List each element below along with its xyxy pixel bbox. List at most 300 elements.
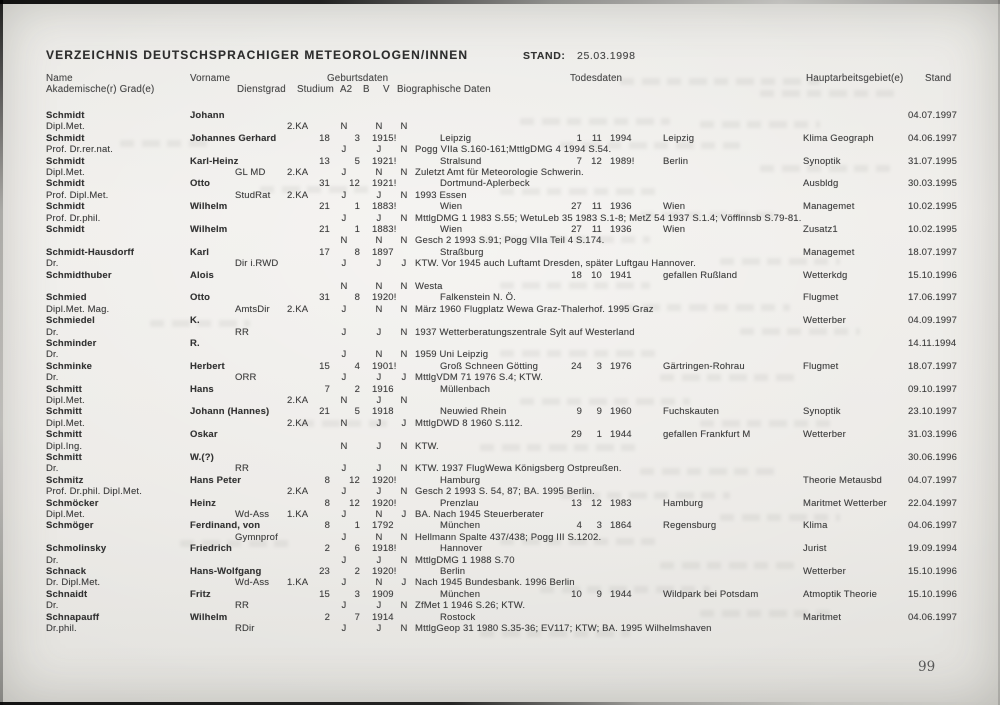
death-day: 27 <box>571 224 582 235</box>
entry-name: Schmidthuber <box>46 269 112 281</box>
dienstgrad: RR <box>235 326 250 338</box>
entry-name: Schnaidt <box>46 588 88 600</box>
flag-a2: J <box>341 349 347 361</box>
entry-stand-date: 23.10.1997 <box>908 406 958 418</box>
flag-b: N <box>375 303 383 315</box>
entry-stand-date: 10.02.1995 <box>908 224 958 235</box>
birth-year: 1915! <box>372 132 397 144</box>
flag-a2: J <box>341 167 347 178</box>
birth-year: 1920! <box>372 497 397 509</box>
biographic-data: 1993 Essen <box>415 189 467 201</box>
flag-a2: J <box>341 509 347 520</box>
entry-stand-date: 30.03.1995 <box>908 178 958 190</box>
birth-day: 2 <box>324 543 330 555</box>
biographic-data: Gesch 2 1993 S. 54, 87; BA. 1995 Berlin. <box>415 486 595 498</box>
death-year: 1944 <box>610 588 632 600</box>
birth-year: 1883! <box>372 224 397 235</box>
birth-month: 4 <box>354 360 360 372</box>
entry-stand-date: 15.10.1996 <box>908 566 958 577</box>
dienstgrad: ORR <box>235 372 257 384</box>
flag-v: N <box>400 623 408 634</box>
entry-stand-date: 09.10.1997 <box>908 383 958 395</box>
death-place: gefallen Rußland <box>663 269 738 281</box>
flag-b: N <box>375 509 383 520</box>
entry-stand-date: 18.07.1997 <box>908 360 958 372</box>
main-field: Wetterber <box>803 315 846 327</box>
entry-vorname: Wilhelm <box>190 611 228 623</box>
col-header-b: B <box>363 84 370 95</box>
birth-month: 7 <box>354 611 360 623</box>
death-place: Leipzig <box>663 132 695 144</box>
entry-stand-date: 04.06.1997 <box>908 132 958 144</box>
death-place: Gärtringen-Rohrau <box>663 360 745 372</box>
birth-year: 1916 <box>372 383 394 395</box>
page-number: 99 <box>918 659 936 675</box>
academic-grade: Dipl.Met. <box>46 417 85 429</box>
death-year: 1994 <box>610 132 632 144</box>
birth-month: 12 <box>349 474 360 486</box>
flag-v: J <box>401 372 407 384</box>
academic-grade: Dipl.Met. <box>46 395 85 406</box>
biographic-data: März 1960 Flugplatz Wewa Graz-Thalerhof. 1995 Graz <box>415 303 654 315</box>
death-year: 1936 <box>610 224 632 235</box>
main-field: Flugmet <box>803 292 839 304</box>
entry-stand-date: 31.07.1995 <box>908 155 958 167</box>
birth-year: 1920! <box>372 292 397 304</box>
entry-vorname: Wilhelm <box>190 201 228 213</box>
dienstgrad: Dir i.RWD <box>235 258 279 270</box>
academic-grade: Prof. Dr.phil. <box>46 212 101 224</box>
entry-name: Schminder <box>46 338 97 349</box>
main-field: Wetterber <box>803 566 846 577</box>
birth-year: 1918 <box>372 406 394 418</box>
biographic-data: MttlgGeop 31 1980 S.35-36; EV117; KTW; BA. 1995 Wilhelmshaven <box>415 623 712 634</box>
birth-day: 21 <box>319 224 330 235</box>
birth-place: Wien <box>440 201 463 213</box>
academic-grade: Dr. <box>46 463 59 475</box>
studium: 2.KA <box>287 303 309 315</box>
birth-month: 3 <box>354 588 360 600</box>
birth-month: 1 <box>354 520 360 532</box>
col-header-a2: A2 <box>340 84 353 95</box>
birth-month: 1 <box>354 224 360 235</box>
birth-day: 8 <box>324 474 330 486</box>
academic-grade: Dipl.Met. <box>46 167 85 178</box>
col-header-stand: Stand <box>925 73 952 84</box>
death-place: Wildpark bei Potsdam <box>663 588 759 600</box>
flag-v: N <box>400 326 408 338</box>
entry-vorname: Wilhelm <box>190 224 228 235</box>
flag-v: N <box>400 395 408 406</box>
birth-month: 6 <box>354 543 360 555</box>
entry-vorname: Hans Peter <box>190 474 242 486</box>
death-day: 24 <box>571 360 582 372</box>
academic-grade: Dipl.Met. Mag. <box>46 303 110 315</box>
main-field: Managemet <box>803 201 855 213</box>
flag-v: N <box>400 463 408 475</box>
birth-month: 12 <box>349 178 360 190</box>
death-month: 11 <box>591 224 602 235</box>
academic-grade: Prof. Dipl.Met. <box>46 189 109 201</box>
birth-month: 12 <box>349 497 360 509</box>
death-place: Fuchskauten <box>663 406 720 418</box>
flag-b: J <box>376 417 382 429</box>
dienstgrad: RR <box>235 600 250 612</box>
entry-vorname: Hans <box>190 383 214 395</box>
studium: 2.KA <box>287 486 309 498</box>
entry-vorname: Heinz <box>190 497 217 509</box>
flag-b: N <box>375 281 383 292</box>
birth-year: 1918! <box>372 543 397 555</box>
flag-a2: J <box>341 463 347 475</box>
biographic-data: Westa <box>415 281 443 292</box>
flag-a2: N <box>340 440 348 452</box>
death-year: 1976 <box>610 360 632 372</box>
flag-a2: J <box>341 189 347 201</box>
flag-b: J <box>376 463 382 475</box>
entry-name: Schmidt-Hausdorff <box>46 246 135 258</box>
studium: 2.KA <box>287 167 309 178</box>
academic-grade: Dr.phil. <box>46 623 77 634</box>
flag-a2: J <box>341 303 347 315</box>
flag-v: N <box>400 235 408 247</box>
birth-month: 8 <box>354 246 360 258</box>
flag-a2: J <box>341 554 347 566</box>
main-field: Klima <box>803 520 828 532</box>
biographic-data: MttlgVDM 71 1976 S.4; KTW. <box>415 372 543 384</box>
flag-b: J <box>376 440 382 452</box>
entry-name: Schmidt <box>46 132 85 144</box>
death-year: 1941 <box>610 269 632 281</box>
flag-a2: J <box>341 531 347 543</box>
col-header-dienstgrad: Dienstgrad <box>237 84 286 95</box>
dienstgrad: GL MD <box>235 167 266 178</box>
flag-b: J <box>376 372 382 384</box>
flag-b: N <box>375 121 383 133</box>
flag-v: N <box>400 121 408 133</box>
birth-day: 13 <box>319 155 330 167</box>
flag-v: N <box>400 440 408 452</box>
death-place: Hamburg <box>663 497 704 509</box>
page-title: VERZEICHNIS DEUTSCHSPRACHIGER METEOROLOGEN/INNEN <box>46 48 469 62</box>
flag-v: J <box>401 509 407 520</box>
death-place: gefallen Frankfurt M <box>663 429 751 441</box>
entry-vorname: Karl <box>190 246 210 258</box>
death-month: 3 <box>596 520 602 532</box>
birth-place: Prenzlau <box>440 497 479 509</box>
entry-vorname: Johann <box>190 110 225 121</box>
flag-a2: N <box>340 281 348 292</box>
entry-vorname: K. <box>190 315 200 327</box>
death-day: 27 <box>571 201 582 213</box>
birth-year: 1920! <box>372 566 397 577</box>
dienstgrad: Wd-Ass <box>235 577 270 589</box>
death-day: 1 <box>576 132 582 144</box>
flag-b: J <box>376 554 382 566</box>
col-header-studium: Studium <box>297 84 334 95</box>
entry-vorname: Ferdinand, von <box>190 520 261 532</box>
flag-a2: J <box>341 623 347 634</box>
entry-vorname: Alois <box>190 269 214 281</box>
entry-name: Schmidt <box>46 155 85 167</box>
flag-a2: N <box>340 395 348 406</box>
birth-day: 15 <box>319 360 330 372</box>
entry-name: Schmidt <box>46 224 85 235</box>
entry-vorname: Oskar <box>190 429 218 441</box>
biographic-data: Gesch 2 1993 S.91; Pogg VIIa Teil 4 S.174. <box>415 235 605 247</box>
col-header-biographische-daten: Biographische Daten <box>397 84 491 95</box>
flag-a2: N <box>340 417 348 429</box>
main-field: Jurist <box>803 543 827 555</box>
flag-b: J <box>376 212 382 224</box>
biographic-data: MttlgDMG 1 1988 S.70 <box>415 554 515 566</box>
dienstgrad: Wd-Ass <box>235 509 270 520</box>
death-year: 1960 <box>610 406 632 418</box>
birth-place: Groß Schneen Götting <box>440 360 539 372</box>
entry-name: Schmied <box>46 292 87 304</box>
birth-year: 1920! <box>372 474 397 486</box>
biographic-data: ZfMet 1 1946 S.26; KTW. <box>415 600 526 612</box>
flag-b: J <box>376 258 382 270</box>
flag-a2: N <box>340 121 348 133</box>
biographic-data: KTW. 1937 FlugWewa Königsberg Ostpreußen. <box>415 463 622 475</box>
studium: 2.KA <box>287 189 309 201</box>
flag-a2: J <box>341 326 347 338</box>
death-place: Wien <box>663 224 686 235</box>
flag-v: N <box>400 167 408 178</box>
flag-b: N <box>375 235 383 247</box>
academic-grade: Dr. <box>46 258 59 270</box>
birth-month: 1 <box>354 201 360 213</box>
birth-year: 1909 <box>372 588 394 600</box>
death-place: Wien <box>663 201 686 213</box>
birth-place: Leipzig <box>440 132 472 144</box>
main-field: Synoptik <box>803 155 841 167</box>
death-day: 13 <box>571 497 582 509</box>
entry-name: Schmidt <box>46 178 85 190</box>
flag-b: N <box>375 349 383 361</box>
main-field: Maritmet Wetterber <box>803 497 887 509</box>
entry-name: Schmitt <box>46 383 82 395</box>
birth-place: Neuwied Rhein <box>440 406 507 418</box>
dienstgrad: RR <box>235 463 250 475</box>
birth-day: 8 <box>324 520 330 532</box>
birth-place: Müllenbach <box>440 383 491 395</box>
death-year: 1944 <box>610 429 632 441</box>
entry-vorname: W.(?) <box>190 452 214 463</box>
birth-place: Hannover <box>440 543 483 555</box>
death-month: 9 <box>596 588 602 600</box>
stand-label: STAND: <box>523 50 566 62</box>
studium: 2.KA <box>287 417 309 429</box>
entry-stand-date: 04.07.1997 <box>908 110 958 121</box>
flag-v: J <box>401 577 407 589</box>
flag-b: J <box>376 600 382 612</box>
entry-stand-date: 18.07.1997 <box>908 246 958 258</box>
death-place: Regensburg <box>663 520 717 532</box>
entry-stand-date: 31.03.1996 <box>908 429 958 441</box>
entry-vorname: Karl-Heinz <box>190 155 239 167</box>
birth-year: 1921! <box>372 155 397 167</box>
biographic-data: KTW. <box>415 440 439 452</box>
flag-a2: J <box>341 600 347 612</box>
biographic-data: MttlgDWD 8 1960 S.112. <box>415 417 523 429</box>
entry-vorname: R. <box>190 338 200 349</box>
main-field: Managemet <box>803 246 855 258</box>
birth-year: 1883! <box>372 201 397 213</box>
birth-month: 5 <box>354 155 360 167</box>
birth-day: 31 <box>319 292 330 304</box>
death-month: 1 <box>596 429 602 441</box>
birth-day: 18 <box>319 132 330 144</box>
death-year: 1936 <box>610 201 632 213</box>
birth-day: 15 <box>319 588 330 600</box>
entry-stand-date: 10.02.1995 <box>908 201 958 213</box>
birth-place: Wien <box>440 224 463 235</box>
biographic-data: KTW. Vor 1945 auch Luftamt Dresden, später Luftgau Hannover. <box>415 258 696 270</box>
entry-name: Schmitt <box>46 406 82 418</box>
birth-year: 1921! <box>372 178 397 190</box>
birth-place: Stralsund <box>440 155 482 167</box>
entry-name: Schmolinsky <box>46 543 107 555</box>
death-day: 10 <box>571 588 582 600</box>
death-place: Berlin <box>663 155 689 167</box>
flag-b: J <box>376 395 382 406</box>
entry-stand-date: 15.10.1996 <box>908 588 958 600</box>
flag-v: N <box>400 554 408 566</box>
main-field: Zusatz1 <box>803 224 838 235</box>
birth-place: Hamburg <box>440 474 481 486</box>
death-month: 9 <box>596 406 602 418</box>
birth-month: 8 <box>354 292 360 304</box>
main-field: Wetterber <box>803 429 846 441</box>
flag-b: N <box>375 531 383 543</box>
entry-vorname: Hans-Wolfgang <box>190 566 262 577</box>
entry-name: Schmöcker <box>46 497 99 509</box>
death-year: 1983 <box>610 497 632 509</box>
main-field: Atmoptik Theorie <box>803 588 878 600</box>
flag-a2: J <box>341 372 347 384</box>
academic-grade: Dr. <box>46 326 59 338</box>
flag-v: N <box>400 212 408 224</box>
birth-day: 7 <box>324 383 330 395</box>
biographic-data: MttlgDMG 1 1983 S.55; WetuLeb 35 1983 S.1-8; MetZ 54 1937 S.1.4; Vöfflnnsb S.79-81. <box>415 212 802 224</box>
birth-day: 17 <box>319 246 330 258</box>
entry-vorname: Johannes Gerhard <box>190 132 277 144</box>
main-field: Theorie Metausbd <box>803 474 882 486</box>
birth-year: 1792 <box>372 520 394 532</box>
death-month: 3 <box>596 360 602 372</box>
entry-stand-date: 04.07.1997 <box>908 474 958 486</box>
entry-stand-date: 17.06.1997 <box>908 292 958 304</box>
birth-place: München <box>440 588 481 600</box>
entry-stand-date: 15.10.1996 <box>908 269 958 281</box>
birth-year: 1914 <box>372 611 394 623</box>
birth-day: 8 <box>324 497 330 509</box>
col-header-hauptarbeitsgebiet: Hauptarbeitsgebiet(e) <box>806 73 904 84</box>
death-day: 7 <box>576 155 582 167</box>
birth-place: München <box>440 520 481 532</box>
flag-a2: J <box>341 144 347 156</box>
academic-grade: Dipl.Met. <box>46 509 85 520</box>
academic-grade: Prof. Dr.rer.nat. <box>46 144 113 156</box>
birth-place: Dortmund-Aplerbeck <box>440 178 530 190</box>
entry-name: Schmitz <box>46 474 84 486</box>
academic-grade: Prof. Dr.phil. Dipl.Met. <box>46 486 142 498</box>
entry-name: Schnapauff <box>46 611 100 623</box>
birth-day: 2 <box>324 611 330 623</box>
birth-place: Falkenstein N. Ö. <box>440 292 516 304</box>
academic-grade: Dr. <box>46 600 59 612</box>
flag-a2: J <box>341 212 347 224</box>
col-header-geburtsdaten: Geburtsdaten <box>327 73 389 84</box>
flag-a2: N <box>340 235 348 247</box>
entry-vorname: Otto <box>190 178 211 190</box>
death-day: 9 <box>576 406 582 418</box>
flag-b: N <box>375 167 383 178</box>
death-day: 29 <box>571 429 582 441</box>
academic-grade: Dr. <box>46 372 59 384</box>
entry-stand-date: 19.09.1994 <box>908 543 958 555</box>
flag-b: J <box>376 326 382 338</box>
death-month: 10 <box>591 269 602 281</box>
entry-stand-date: 04.06.1997 <box>908 520 958 532</box>
biographic-data: 1959 Uni Leipzig <box>415 349 489 361</box>
flag-v: N <box>400 531 408 543</box>
entry-vorname: Johann (Hannes) <box>190 406 270 418</box>
birth-month: 2 <box>354 383 360 395</box>
flag-v: N <box>400 303 408 315</box>
birth-year: 1901! <box>372 360 397 372</box>
biographic-data: Nach 1945 Bundesbank. 1996 Berlin <box>415 577 575 589</box>
biographic-data: Hellmann Spalte 437/438; Pogg III S.1202. <box>415 531 602 543</box>
academic-grade: Dr. <box>46 554 59 566</box>
entry-name: Schmiedel <box>46 315 95 327</box>
dienstgrad: RDir <box>235 623 255 634</box>
flag-a2: J <box>341 486 347 498</box>
stand-date: 25.03.1998 <box>577 50 636 62</box>
entry-name: Schmitt <box>46 429 82 441</box>
birth-place: Straßburg <box>440 246 484 258</box>
birth-place: Berlin <box>440 566 466 577</box>
flag-v: N <box>400 349 408 361</box>
death-year: 1864 <box>610 520 632 532</box>
dienstgrad: StudRat <box>235 189 271 201</box>
studium: 2.KA <box>287 121 309 133</box>
entry-name: Schmidt <box>46 201 85 213</box>
academic-grade: Dipl.Met. <box>46 121 85 133</box>
flag-v: N <box>400 600 408 612</box>
flag-a2: J <box>341 258 347 270</box>
entry-name: Schmitt <box>46 452 82 463</box>
flag-b: J <box>376 189 382 201</box>
academic-grade: Dr. <box>46 349 59 361</box>
flag-b: J <box>376 623 382 634</box>
academic-grade: Dr. Dipl.Met. <box>46 577 101 589</box>
flag-v: N <box>400 281 408 292</box>
entry-stand-date: 14.11.1994 <box>908 338 957 349</box>
flag-v: N <box>400 144 408 156</box>
flag-v: N <box>400 486 408 498</box>
entry-vorname: Fritz <box>190 588 211 600</box>
biographic-data: Zuletzt Amt für Meteorologie Schwerin. <box>415 167 584 178</box>
entry-vorname: Herbert <box>190 360 225 372</box>
entry-name: Schmidt <box>46 110 85 121</box>
death-month: 11 <box>591 201 602 213</box>
birth-year: 1897 <box>372 246 394 258</box>
flag-v: N <box>400 189 408 201</box>
main-field: Synoptik <box>803 406 841 418</box>
